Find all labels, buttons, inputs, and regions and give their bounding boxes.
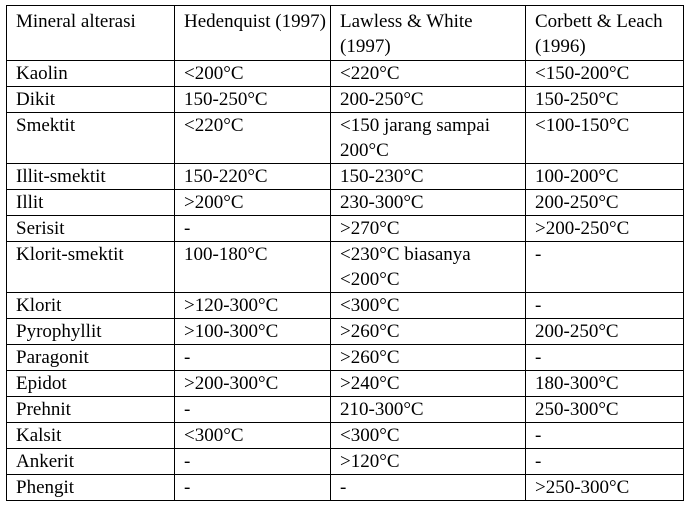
cell-hedenquist: - (175, 216, 331, 242)
column-header-hedenquist: Hedenquist (1997) (175, 6, 331, 61)
cell-corbett-leach: 100-200°C (526, 164, 684, 190)
cell-lawless-white: <220°C (331, 61, 526, 87)
table-row (7, 242, 684, 293)
cell-hedenquist: 100-180°C (175, 242, 331, 293)
table-row (7, 475, 684, 501)
cell-hedenquist: - (175, 345, 331, 371)
cell-corbett-leach: 200-250°C (526, 190, 684, 216)
cell-hedenquist: 150-220°C (175, 164, 331, 190)
cell-mineral: Dikit (7, 87, 175, 113)
cell-corbett-leach: >250-300°C (526, 475, 684, 501)
table-row (7, 61, 684, 87)
cell-corbett-leach: - (526, 293, 684, 319)
cell-mineral: Ankerit (7, 449, 175, 475)
cell-mineral: Paragonit (7, 345, 175, 371)
cell-hedenquist: <220°C (175, 113, 331, 164)
cell-hedenquist: >200°C (175, 190, 331, 216)
cell-corbett-leach: 200-250°C (526, 319, 684, 345)
cell-hedenquist: - (175, 475, 331, 501)
cell-mineral: Kaolin (7, 61, 175, 87)
table-row (7, 449, 684, 475)
table-row (7, 319, 684, 345)
cell-corbett-leach: - (526, 449, 684, 475)
cell-lawless-white: >270°C (331, 216, 526, 242)
cell-hedenquist: <200°C (175, 61, 331, 87)
cell-mineral: Serisit (7, 216, 175, 242)
cell-hedenquist: - (175, 449, 331, 475)
cell-mineral: Smektit (7, 113, 175, 164)
cell-mineral: Kalsit (7, 423, 175, 449)
cell-mineral: Prehnit (7, 397, 175, 423)
cell-corbett-leach: <100-150°C (526, 113, 684, 164)
table-row (7, 423, 684, 449)
cell-corbett-leach: - (526, 242, 684, 293)
cell-corbett-leach: <150-200°C (526, 61, 684, 87)
table-row (7, 293, 684, 319)
cell-hedenquist: 150-250°C (175, 87, 331, 113)
column-header-mineral: Mineral alterasi (7, 6, 175, 61)
cell-mineral: Epidot (7, 371, 175, 397)
cell-lawless-white: <300°C (331, 423, 526, 449)
cell-mineral: Klorit (7, 293, 175, 319)
cell-lawless-white: 230-300°C (331, 190, 526, 216)
table-row (7, 371, 684, 397)
header-row (7, 6, 684, 61)
cell-lawless-white: >260°C (331, 319, 526, 345)
cell-lawless-white: <150 jarang sampai 200°C (331, 113, 526, 164)
cell-lawless-white: 200-250°C (331, 87, 526, 113)
cell-corbett-leach: - (526, 345, 684, 371)
cell-lawless-white: >260°C (331, 345, 526, 371)
table-row (7, 397, 684, 423)
cell-lawless-white: >120°C (331, 449, 526, 475)
cell-lawless-white: <300°C (331, 293, 526, 319)
cell-hedenquist: - (175, 397, 331, 423)
column-header-corbett-leach: Corbett & Leach (1996) (526, 6, 684, 61)
cell-corbett-leach: - (526, 423, 684, 449)
cell-corbett-leach: >200-250°C (526, 216, 684, 242)
table-row (7, 113, 684, 164)
cell-mineral: Illit-smektit (7, 164, 175, 190)
cell-hedenquist: >100-300°C (175, 319, 331, 345)
cell-hedenquist: >200-300°C (175, 371, 331, 397)
column-header-lawless-white: Lawless & White (1997) (331, 6, 526, 61)
cell-hedenquist: >120-300°C (175, 293, 331, 319)
cell-lawless-white: 150-230°C (331, 164, 526, 190)
cell-corbett-leach: 250-300°C (526, 397, 684, 423)
cell-mineral: Pyrophyllit (7, 319, 175, 345)
cell-mineral: Klorit-smektit (7, 242, 175, 293)
cell-corbett-leach: 180-300°C (526, 371, 684, 397)
cell-mineral: Illit (7, 190, 175, 216)
table-row (7, 190, 684, 216)
cell-lawless-white: 210-300°C (331, 397, 526, 423)
table-row (7, 345, 684, 371)
alteration-mineral-table (6, 5, 684, 501)
cell-lawless-white: - (331, 475, 526, 501)
cell-mineral: Phengit (7, 475, 175, 501)
cell-lawless-white: >240°C (331, 371, 526, 397)
table-row (7, 216, 684, 242)
cell-hedenquist: <300°C (175, 423, 331, 449)
table-row (7, 87, 684, 113)
table-row (7, 164, 684, 190)
cell-corbett-leach: 150-250°C (526, 87, 684, 113)
cell-lawless-white: <230°C biasanya <200°C (331, 242, 526, 293)
